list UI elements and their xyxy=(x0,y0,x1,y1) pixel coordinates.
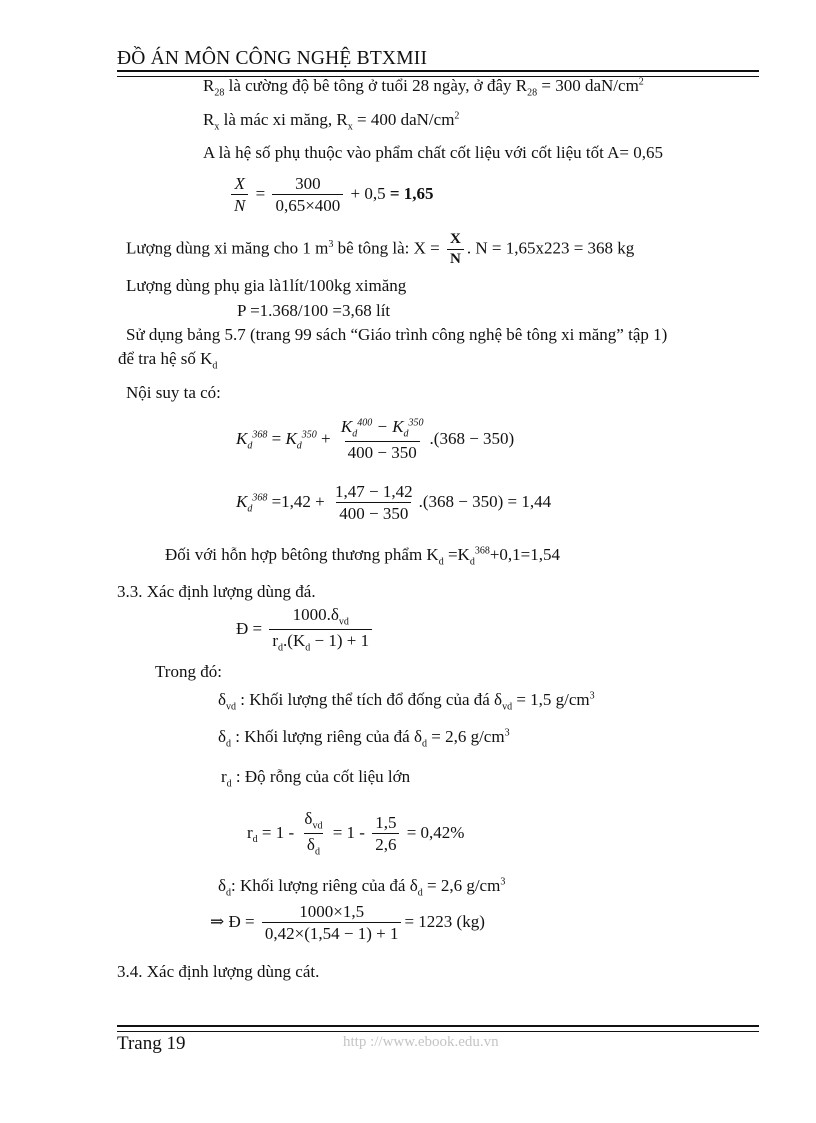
label-trong-do: Trong đó: xyxy=(155,662,222,681)
equation-d-final: ⇒ Đ = $\frac{1000\times 1,5}{0,42\times(1,54 - 1) + 1}$ = 1223 (kg) xyxy=(210,902,485,943)
line-kd: để tra hệ số $K_d$ xyxy=(118,349,218,372)
equation-kd-values: $K_d^{368} =1,42$ + $\frac{1,47 - 1,42}{400 - 350}$ .(368 − 350) = 1,44 xyxy=(236,482,552,523)
def-dd-2: $\delta_d$: Khối lượng riêng của đá $\delta_d = 2,6$ $g/cm^3$ xyxy=(218,876,506,899)
line-kd-final: Đối với hỗn hợp bêtông thương phẩm $K_d =K_d^{368}+0,1=1,54$ xyxy=(165,545,561,568)
footer-url[interactable]: http ://www.ebook.edu.vn xyxy=(343,1034,499,1050)
line-interp: Nội suy ta có: xyxy=(126,383,221,402)
line-table: Sử dụng bảng 5.7 (trang 99 sách “Giáo trình công nghệ bê tông xi măng” tập 1) xyxy=(126,325,668,344)
line-r28: $R_{28}$ là cường độ bê tông ở tuổi 28 ngày, ở đây $R_{28} = 300$ daN/$cm^2$ xyxy=(203,76,644,99)
line-a: A là hệ số phụ thuộc vào phẩm chất cốt liệu với cốt liệu tốt A= 0,65 xyxy=(203,143,664,162)
section-3-3: 3.3. Xác định lượng dùng đá. xyxy=(117,582,316,601)
line-p: P =1.368/100 =3,68 lít xyxy=(237,301,391,320)
equation-d: Đ = $\frac{1000.\delta_{vd}}{r_d.(K_d - 1) + 1}$ xyxy=(236,606,375,654)
def-rd: $r_d$ : Độ rỗng của cốt liệu lớn xyxy=(221,767,411,790)
page-number: Trang 19 xyxy=(117,1033,186,1054)
equation-xn: $\frac{X}{N}$ = $\frac{300}{0,65\times 400}$ + 0,5 = 1,65 xyxy=(228,175,434,215)
line-admixture: Lượng dùng phụ gia là1lít/100kg ximăng xyxy=(126,276,407,295)
def-dd: $\delta_d$ : Khối lượng riêng của đá $\delta_d = 2,6$ $g/cm^3$ xyxy=(218,727,510,750)
def-dvd: $\delta_{vd}$ : Khối lượng thể tích đổ đống của đá $\delta_{vd} = 1,5$ $g/cm^3$ xyxy=(218,690,595,713)
header-title: ĐỒ ÁN MÔN CÔNG NGHỆ BTXMII xyxy=(117,48,428,69)
section-3-4: 3.4. Xác định lượng dùng cát. xyxy=(117,962,320,981)
footer-rule xyxy=(117,1025,759,1032)
equation-rd: $r_d = 1$ - $\frac{\delta_{vd}}{\delta_d}$ = 1 - $\frac{1,5}{2,6}$ = 0,42% xyxy=(247,809,465,858)
equation-kd-general: $K_d^{368} = K_d^{350}$ + $\frac{K_d^{400} - K_d^{350}}{400 - 350}$ .(368 − 350) xyxy=(236,417,515,462)
line-cement: Lượng dùng xi măng cho 1 $m^3$ bê tông là: X = $\frac{X}{N}$ . N = 1,65x223 = 368 kg xyxy=(126,231,635,267)
line-rx: $R_x$ là mác xi măng, $R_x = 400$ daN/$cm^2$ xyxy=(203,110,460,133)
